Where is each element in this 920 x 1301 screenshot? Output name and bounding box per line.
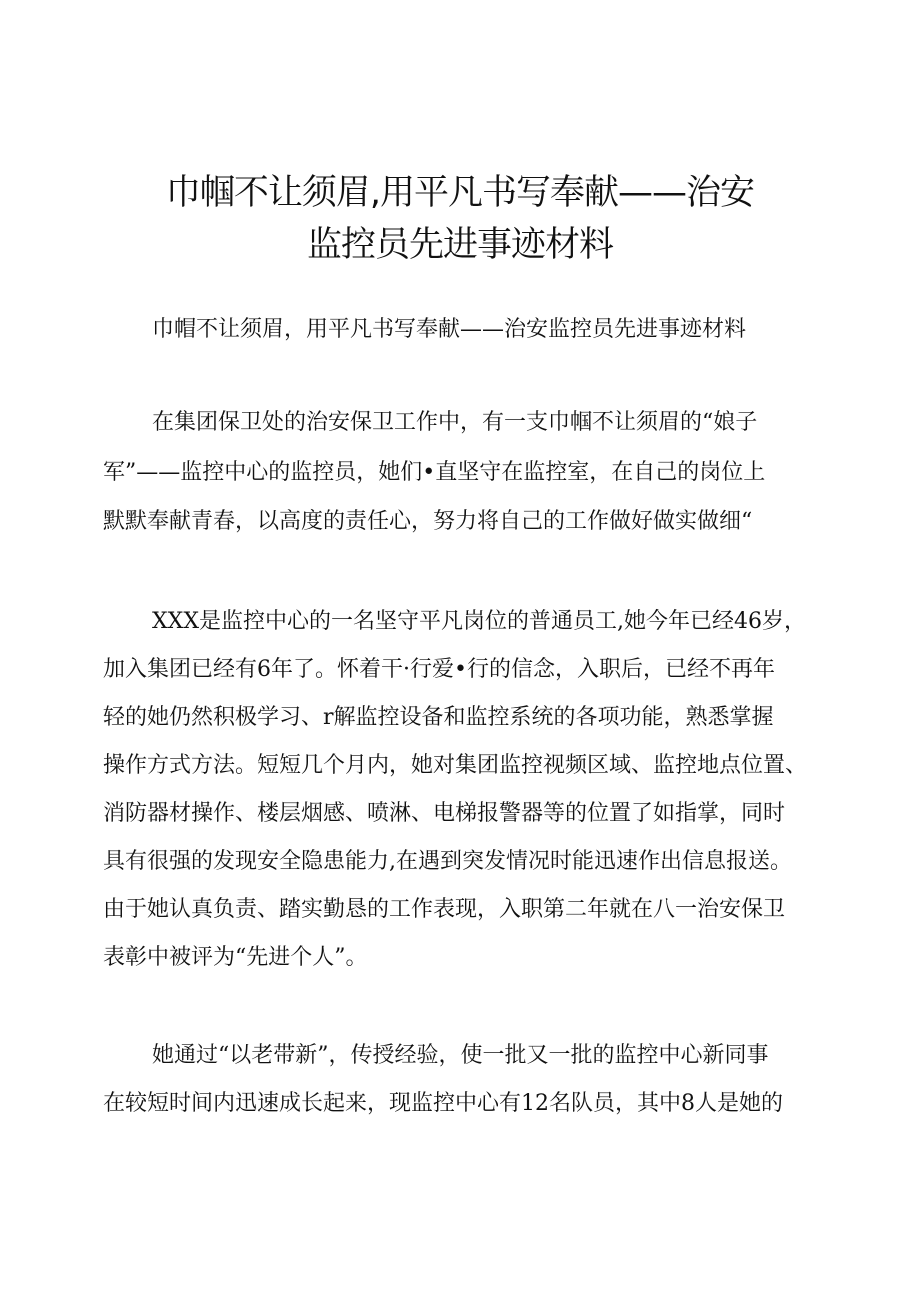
paragraph-2-line-8: 表彰中被评为“先进个人”。 — [103, 945, 368, 970]
paragraph-2-line-1: XXX是监控中心的一名坚守平凡岗位的普通员工,她今年已经46岁， — [152, 609, 806, 634]
document-title-line-1: 巾帼不让须眉,用平凡书写奉献——治安 — [165, 173, 755, 213]
document-subtitle: 巾帽不让须眉，用平凡书写奉献——治安监控员先进事迹材料 — [152, 317, 747, 342]
paragraph-2-line-7: 由于她认真负责、踏实勤恳的工作表现，入职第二年就在八一治安保卫 — [103, 897, 786, 922]
paragraph-1-line-2: 军”——监控中心的监控员，她们•直坚守在监控室，在自己的岗位上 — [103, 460, 766, 485]
paragraph-2-line-6: 具有很强的发现安全隐患能力,在遇到突发情况时能迅速作出信息报送。 — [103, 849, 792, 874]
paragraph-2-line-3: 轻的她仍然积极学习、r解监控设备和监控系统的各项功能，熟悉掌握 — [103, 705, 774, 730]
paragraph-3-line-2: 在较短时间内迅速成长起来，现监控中心有12名队员，其中8人是她的 — [103, 1091, 783, 1116]
paragraph-2-line-5: 消防器材操作、楼层烟感、喷淋、电梯报警器等的位置了如指掌，同时 — [103, 801, 786, 826]
paragraph-1-line-3: 默默奉献青春，以高度的责任心，努力将自己的工作做好做实做细“ — [103, 509, 753, 534]
paragraph-2-line-4: 操作方式方法。短短几个月内，她对集团监控视频区域、监控地点位置、 — [103, 753, 808, 778]
document-title-line-2: 监控员先进事迹材料 — [306, 225, 613, 265]
paragraph-1-line-1: 在集团保卫处的治安保卫工作中，有一支巾帼不让须眉的“娘子 — [152, 410, 758, 435]
paragraph-3-line-1: 她通过“以老带新”，传授经验，使一批又一批的监控中心新同事 — [152, 1043, 769, 1068]
paragraph-2-line-2: 加入集团已经有6年了。怀着干·行爱•行的信念，入职后，已经不再年 — [103, 657, 775, 682]
